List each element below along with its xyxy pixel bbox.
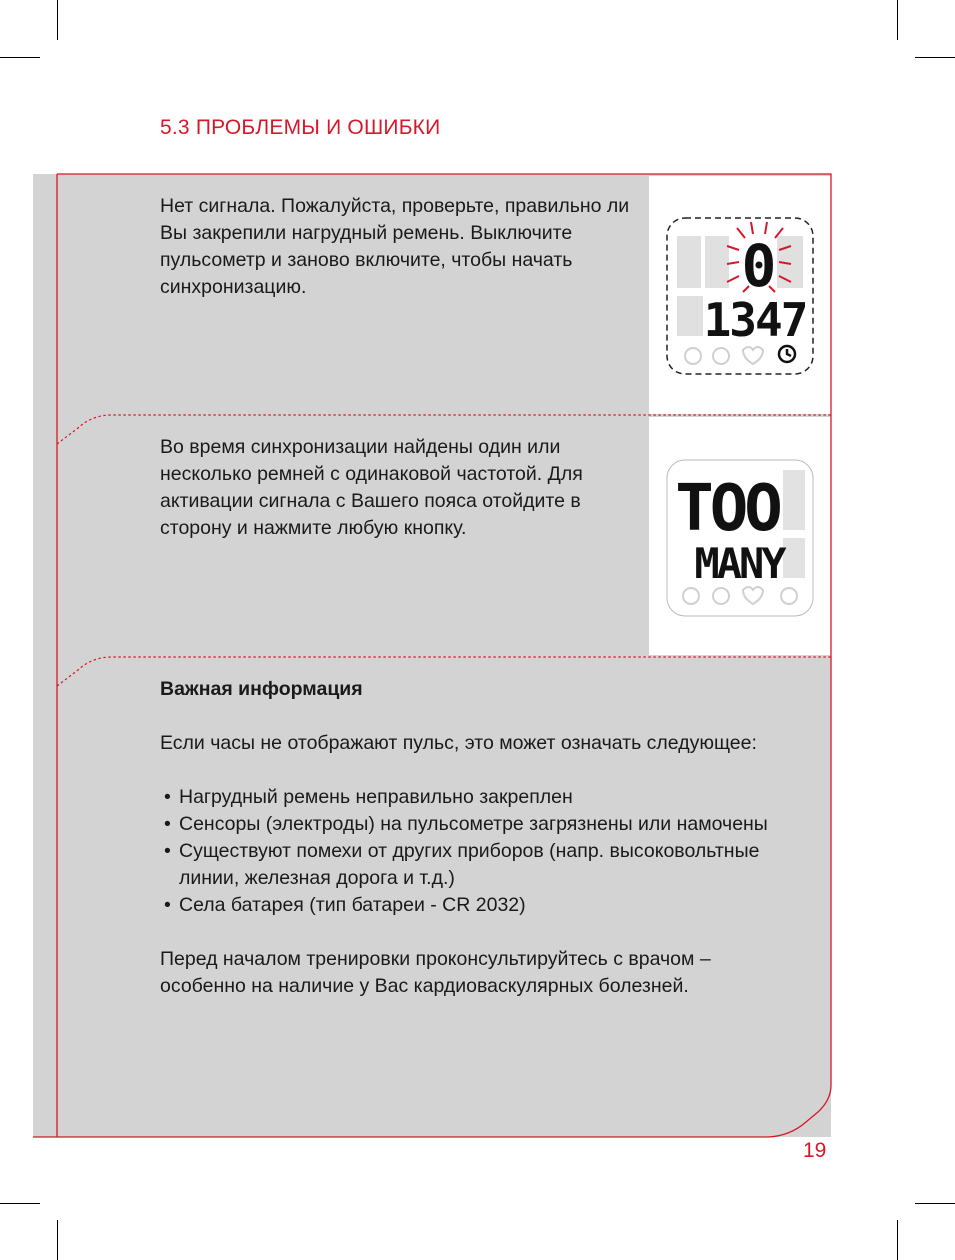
list-item: • Села батарея (тип батареи - CR 2032)	[160, 892, 800, 919]
list-item: • Нагрудный ремень неправильно закреплен	[160, 784, 800, 811]
info-title: Важная информация	[160, 678, 363, 700]
watch-display-too-many	[665, 458, 815, 618]
list-item: • Сенсоры (электроды) на пульсометре загрязнены или намочены	[160, 811, 800, 838]
display-bottom-value: MANY	[694, 539, 784, 588]
no-signal-text: Нет сигнала. Пожалуйста, проверьте, правильно ли Вы закрепили нагрудный ремень. Выключите пульсометр и заново включите, чтобы начать синхронизацию.	[160, 195, 630, 298]
page-number: 19	[803, 1139, 827, 1162]
display-top-value: 0	[741, 232, 777, 300]
display-bottom-value: 1347	[703, 293, 807, 347]
info-outro: Перед началом тренировки проконсультируйтесь с врачом – особенно на наличие у Вас кардиоваскулярных болезней.	[160, 948, 711, 997]
watch-display-no-signal	[665, 216, 815, 376]
too-many-text: Во время синхронизации найдены один или несколько ремней с одинаковой частотой. Для активации сигнала с Вашего пояса отойдите в сторону и нажмите любую кнопку.	[160, 436, 583, 539]
important-info	[160, 676, 800, 1000]
list-item: • Существуют помехи от других приборов (напр. высоковольтные линии, железная дорога и т.д.)	[160, 838, 800, 892]
display-top-value: TOO	[675, 472, 779, 546]
info-intro: Если часы не отображают пульс, это может означать следующее:	[160, 732, 757, 754]
info-list	[160, 784, 800, 919]
section-heading: 5.3 ПРОБЛЕМЫ И ОШИБКИ	[160, 116, 441, 139]
